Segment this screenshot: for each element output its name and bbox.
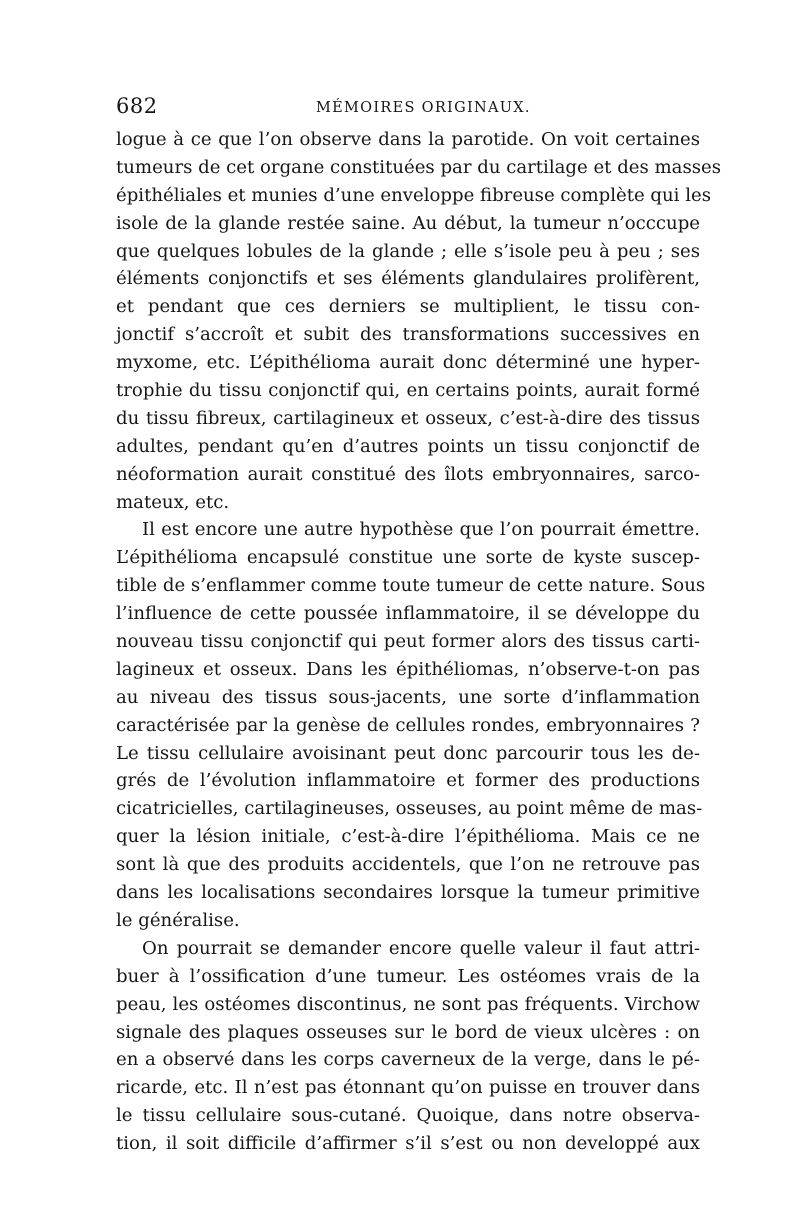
paragraph-start-line: Il est encore une autre hypothèse que l’on pourrait émettre.	[142, 519, 700, 541]
text-line: tumeurs de cet organe constituées par du cartilage et des masses	[116, 156, 722, 178]
text-line: épithéliales et munies d’une enveloppe fibreuse complète qui les	[116, 184, 711, 206]
text-line: et pendant que ces derniers se multiplient, le tissu con-	[116, 296, 700, 318]
text-line: cicatricielles, cartilagineuses, osseuses, au point même de mas-	[116, 798, 703, 820]
text-line: le généralise.	[116, 909, 240, 931]
text-line: lagineux et osseux. Dans les épithéliomas, n’observe-t-on pas	[116, 658, 700, 680]
body-text	[116, 126, 722, 1158]
text-line: quer la lésion initiale, c’est-à-dire l’épithélioma. Mais ce ne	[116, 826, 700, 848]
text-line: isole de la glande restée saine. Au début, la tumeur n’occcupe	[116, 212, 700, 234]
text-line: trophie du tissu conjonctif qui, en certains points, aurait formé	[116, 380, 700, 402]
text-line: jonctif s’accroît et subit des transformations successives en	[116, 324, 700, 346]
page-number: 682	[116, 94, 158, 118]
text-line: tible de s’enflammer comme toute tumeur de cette nature. Sous	[116, 575, 706, 597]
text-line: mateux, etc.	[116, 491, 230, 513]
text-line: le tissu cellulaire sous-cutané. Quoique, dans notre observa-	[116, 1105, 700, 1127]
text-line: L’épithélioma encapsulé constitue une sorte de kyste suscep-	[116, 547, 700, 569]
text-line: en a observé dans les corps caverneux de la verge, dans le pé-	[116, 1049, 700, 1071]
text-line: que quelques lobules de la glande ; elle s’isole peu à peu ; ses	[116, 240, 700, 262]
text-line: logue à ce que l’on observe dans la parotide. On voit certaines	[116, 129, 700, 150]
running-head	[116, 94, 700, 124]
text-line: sont là que des produits accidentels, que l’on ne retrouve pas	[116, 854, 700, 876]
text-line: l’influence de cette poussée inflammatoire, il se développe du	[116, 603, 700, 625]
text-line: du tissu fibreux, cartilagineux et osseux, c’est-à-dire des tissus	[116, 407, 700, 429]
text-line: nouveau tissu conjonctif qui peut former alors des tissus carti-	[116, 631, 700, 653]
text-line: néoformation aurait constitué des îlots embryonnaires, sarco-	[116, 463, 700, 485]
running-head-title: MÉMOIRES ORIGINAUX.	[316, 100, 531, 116]
text-line: dans les localisations secondaires lorsque la tumeur primitive	[116, 882, 700, 904]
text-line: adultes, pendant qu’en d’autres points un tissu conjonctif de	[116, 435, 700, 457]
text-line: signale des plaques osseuses sur le bord de vieux ulcères : on	[116, 1021, 700, 1043]
text-line: Le tissu cellulaire avoisinant peut donc parcourir tous les de-	[116, 742, 700, 764]
text-line: peau, les ostéomes discontinus, ne sont pas fréquents. Virchow	[116, 993, 700, 1015]
text-line: grés de l’évolution inflammatoire et former des productions	[116, 770, 700, 792]
text-line: ricarde, etc. Il n’est pas étonnant qu’on puisse en trouver dans	[116, 1077, 700, 1099]
text-line: buer à l’ossification d’une tumeur. Les ostéomes vrais de la	[116, 965, 700, 987]
paragraph-start-line: On pourrait se demander encore quelle valeur il faut attri-	[142, 937, 700, 959]
text-line: caractérisée par la genèse de cellules rondes, embryonnaires ?	[116, 714, 700, 736]
text-line: myxome, etc. L’épithélioma aurait donc déterminé une hyper-	[116, 352, 700, 374]
text-line: tion, il soit difficile d’affirmer s’il s’est ou non developpé aux	[116, 1133, 700, 1155]
text-line: au niveau des tissus sous-jacents, une sorte d’inflammation	[116, 686, 700, 708]
text-line: éléments conjonctifs et ses éléments glandulaires prolifèrent,	[116, 268, 700, 290]
